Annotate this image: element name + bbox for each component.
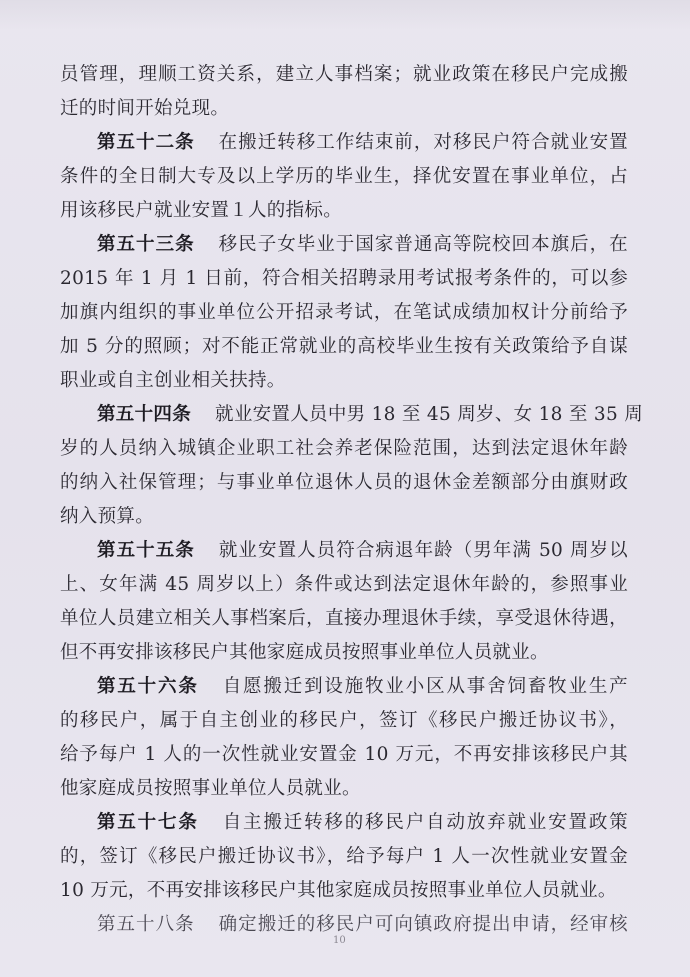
article-line: 他家庭成员按照事业单位人员就业。 xyxy=(60,778,361,799)
article-heading: 第五十七条 xyxy=(97,812,199,833)
article-55 xyxy=(60,534,628,568)
article-text: 就业安置人员符合病退年龄（男年满 50 周岁以 xyxy=(218,540,628,561)
article-line: 的，签订《移民户搬迁协议书》，给予每户 1 人一次性就业安置金 xyxy=(60,846,628,867)
article-line: 职业或自主创业相关扶持。 xyxy=(60,370,286,391)
article-line: 加旗内组织的事业单位公开招录考试，在笔试成绩加权计分前给予 xyxy=(60,302,628,323)
article-52 xyxy=(60,126,628,160)
article-heading: 第五十二条 xyxy=(97,132,195,153)
article-line: 单位人员建立相关人事档案后，直接办理退休手续，享受退休待遇， xyxy=(60,608,628,629)
article-heading: 第五十五条 xyxy=(97,540,195,561)
article-heading: 第五十八条 xyxy=(97,914,195,935)
article-54 xyxy=(60,398,644,432)
article-text: 在搬迁转移工作结束前，对移民户符合就业安置 xyxy=(218,132,628,153)
article-56 xyxy=(60,670,628,704)
continuation-line: 迁的时间开始兑现。 xyxy=(60,98,230,119)
article-line: 上、女年满 45 周岁以上）条件或达到法定退休年龄的，参照事业 xyxy=(60,574,628,595)
page-number: 10 xyxy=(333,935,346,946)
article-53 xyxy=(60,228,628,262)
article-line: 条件的全日制大专及以上学历的毕业生，择优安置在事业单位，占 xyxy=(60,166,628,187)
document-body xyxy=(60,58,644,942)
article-line: 10 万元，不再安排该移民户其他家庭成员按照事业单位人员就业。 xyxy=(60,880,617,901)
article-heading: 第五十三条 xyxy=(97,234,195,255)
scan-shadow xyxy=(0,0,690,30)
article-line: 纳入预算。 xyxy=(60,506,155,527)
article-57 xyxy=(60,806,628,840)
article-text: 就业安置人员中男 18 至 45 周岁、女 18 至 35 周 xyxy=(215,404,644,425)
article-heading: 第五十四条 xyxy=(97,404,192,425)
article-text: 自愿搬迁到设施牧业小区从事舍饲畜牧业生产 xyxy=(222,676,628,697)
article-line: 2015 年 1 月 1 日前，符合相关招聘录用考试报考条件的，可以参 xyxy=(60,268,628,289)
article-text: 移民子女毕业于国家普通高等院校回本旗后，在 xyxy=(218,234,628,255)
article-text: 自主搬迁转移的移民户自动放弃就业安置政策 xyxy=(222,812,628,833)
article-heading: 第五十六条 xyxy=(97,676,199,697)
article-line: 给予每户 1 人的一次性就业安置金 10 万元，不再安排该移民户其 xyxy=(60,744,628,765)
article-text: 确定搬迁的移民户可向镇政府提出申请，经审核 xyxy=(218,914,628,935)
article-line: 岁的人员纳入城镇企业职工社会养老保险范围，达到法定退休年龄 xyxy=(60,438,628,459)
article-line: 的移民户，属于自主创业的移民户，签订《移民户搬迁协议书》， xyxy=(60,710,628,731)
article-line: 用该移民户就业安置１人的指标。 xyxy=(60,200,343,221)
article-line: 的纳入社保管理；与事业单位退休人员的退休金差额部分由旗财政 xyxy=(60,472,628,493)
article-line: 但不再安排该移民户其他家庭成员按照事业单位人员就业。 xyxy=(60,642,549,663)
continuation-line: 员管理，理顺工资关系，建立人事档案；就业政策在移民户完成搬 xyxy=(60,64,628,85)
article-line: 加 5 分的照顾；对不能正常就业的高校毕业生按有关政策给予自谋 xyxy=(60,336,628,357)
